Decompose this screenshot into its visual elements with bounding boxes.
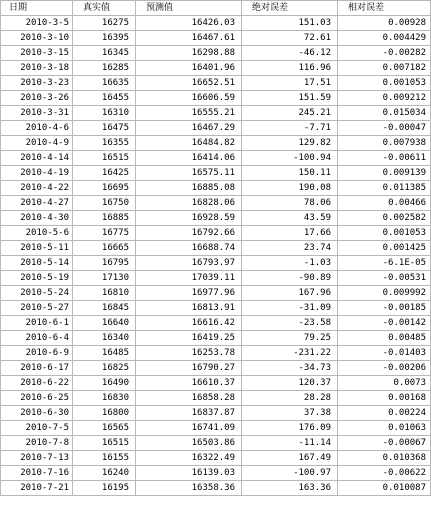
- cell-predicted[interactable]: 16610.37: [136, 376, 242, 391]
- cell-actual[interactable]: 16425: [73, 166, 136, 181]
- cell-predicted[interactable]: 16484.82: [136, 136, 242, 151]
- cell-date[interactable]: 2010-3-23: [1, 76, 73, 91]
- cell-actual[interactable]: 16195: [73, 481, 136, 496]
- cell-relative-error[interactable]: -0.00047: [338, 121, 431, 136]
- cell-actual[interactable]: 17130: [73, 271, 136, 286]
- cell-date[interactable]: 2010-5-6: [1, 226, 73, 241]
- table-row: [1, 46, 431, 61]
- table-row: [1, 421, 431, 436]
- cell-relative-error[interactable]: 0.009139: [338, 166, 431, 181]
- cell-actual[interactable]: 16800: [73, 406, 136, 421]
- cell-absolute-error[interactable]: -23.58: [242, 316, 338, 331]
- cell-date[interactable]: 2010-3-18: [1, 61, 73, 76]
- cell-actual[interactable]: 16695: [73, 181, 136, 196]
- cell-relative-error[interactable]: -0.00282: [338, 46, 431, 61]
- cell-predicted[interactable]: 16792.66: [136, 226, 242, 241]
- cell-relative-error[interactable]: 0.0073: [338, 376, 431, 391]
- cell-actual[interactable]: 16885: [73, 211, 136, 226]
- cell-date[interactable]: 2010-4-30: [1, 211, 73, 226]
- table-row: [1, 136, 431, 151]
- cell-date[interactable]: 2010-5-19: [1, 271, 73, 286]
- cell-predicted[interactable]: 16885.08: [136, 181, 242, 196]
- cell-absolute-error[interactable]: 167.96: [242, 286, 338, 301]
- cell-relative-error[interactable]: -0.00067: [338, 436, 431, 451]
- table-row: [1, 286, 431, 301]
- cell-relative-error[interactable]: 0.00466: [338, 196, 431, 211]
- header-cell-date[interactable]: 日期: [1, 1, 73, 16]
- cell-predicted[interactable]: 16606.59: [136, 91, 242, 106]
- cell-predicted[interactable]: 16858.28: [136, 391, 242, 406]
- cell-relative-error[interactable]: -0.00622: [338, 466, 431, 481]
- cell-actual[interactable]: 16275: [73, 16, 136, 31]
- cell-relative-error[interactable]: 0.01063: [338, 421, 431, 436]
- cell-date[interactable]: 2010-7-13: [1, 451, 73, 466]
- cell-relative-error[interactable]: -0.01403: [338, 346, 431, 361]
- cell-absolute-error[interactable]: 163.36: [242, 481, 338, 496]
- cell-absolute-error[interactable]: 43.59: [242, 211, 338, 226]
- cell-predicted[interactable]: 16688.74: [136, 241, 242, 256]
- cell-predicted[interactable]: 16555.21: [136, 106, 242, 121]
- cell-date[interactable]: 2010-4-14: [1, 151, 73, 166]
- table-row: [1, 106, 431, 121]
- cell-predicted[interactable]: 16467.29: [136, 121, 242, 136]
- cell-relative-error[interactable]: 0.007938: [338, 136, 431, 151]
- table-row: [1, 376, 431, 391]
- cell-actual[interactable]: 16340: [73, 331, 136, 346]
- cell-predicted[interactable]: 16253.78: [136, 346, 242, 361]
- cell-predicted[interactable]: 16503.86: [136, 436, 242, 451]
- cell-actual[interactable]: 16475: [73, 121, 136, 136]
- table-row: [1, 76, 431, 91]
- cell-absolute-error[interactable]: 79.25: [242, 331, 338, 346]
- table-row: [1, 406, 431, 421]
- cell-date[interactable]: 2010-3-31: [1, 106, 73, 121]
- table-row: [1, 211, 431, 226]
- cell-actual[interactable]: 16455: [73, 91, 136, 106]
- cell-predicted[interactable]: 16426.03: [136, 16, 242, 31]
- cell-absolute-error[interactable]: 190.08: [242, 181, 338, 196]
- cell-relative-error[interactable]: 0.00168: [338, 391, 431, 406]
- cell-relative-error[interactable]: 0.00485: [338, 331, 431, 346]
- cell-relative-error[interactable]: 0.002582: [338, 211, 431, 226]
- cell-absolute-error[interactable]: 167.49: [242, 451, 338, 466]
- cell-predicted[interactable]: 16793.97: [136, 256, 242, 271]
- cell-date[interactable]: 2010-7-16: [1, 466, 73, 481]
- cell-predicted[interactable]: 16358.36: [136, 481, 242, 496]
- cell-absolute-error[interactable]: -46.12: [242, 46, 338, 61]
- cell-relative-error[interactable]: 0.001053: [338, 226, 431, 241]
- cell-predicted[interactable]: 16928.59: [136, 211, 242, 226]
- cell-date[interactable]: 2010-6-9: [1, 346, 73, 361]
- cell-absolute-error[interactable]: 17.51: [242, 76, 338, 91]
- cell-relative-error[interactable]: 0.009212: [338, 91, 431, 106]
- cell-absolute-error[interactable]: -7.71: [242, 121, 338, 136]
- table-row: [1, 91, 431, 106]
- cell-date[interactable]: 2010-5-24: [1, 286, 73, 301]
- cell-predicted[interactable]: 16419.25: [136, 331, 242, 346]
- cell-relative-error[interactable]: 0.001053: [338, 76, 431, 91]
- table-row: [1, 31, 431, 46]
- cell-actual[interactable]: 16830: [73, 391, 136, 406]
- cell-actual[interactable]: 16825: [73, 361, 136, 376]
- cell-relative-error[interactable]: 0.010087: [338, 481, 431, 496]
- header-cell-absolute-error[interactable]: 绝对误差: [242, 1, 338, 16]
- cell-actual[interactable]: 16515: [73, 151, 136, 166]
- table-row: [1, 391, 431, 406]
- cell-actual[interactable]: 16355: [73, 136, 136, 151]
- cell-predicted[interactable]: 16139.03: [136, 466, 242, 481]
- table-row: [1, 436, 431, 451]
- table-row: [1, 451, 431, 466]
- cell-absolute-error[interactable]: -100.97: [242, 466, 338, 481]
- table-row: [1, 256, 431, 271]
- cell-actual[interactable]: 16515: [73, 436, 136, 451]
- cell-date[interactable]: 2010-7-5: [1, 421, 73, 436]
- cell-date[interactable]: 2010-6-1: [1, 316, 73, 331]
- cell-actual[interactable]: 16395: [73, 31, 136, 46]
- table-row: [1, 166, 431, 181]
- cell-relative-error[interactable]: -0.00206: [338, 361, 431, 376]
- cell-actual[interactable]: 16485: [73, 346, 136, 361]
- cell-date[interactable]: 2010-3-5: [1, 16, 73, 31]
- cell-absolute-error[interactable]: 151.59: [242, 91, 338, 106]
- cell-actual[interactable]: 16285: [73, 61, 136, 76]
- cell-date[interactable]: 2010-3-15: [1, 46, 73, 61]
- header-cell-relative-error[interactable]: 相对误差: [338, 1, 431, 16]
- cell-relative-error[interactable]: 0.004429: [338, 31, 431, 46]
- cell-absolute-error[interactable]: 28.28: [242, 391, 338, 406]
- cell-absolute-error[interactable]: 150.11: [242, 166, 338, 181]
- cell-date[interactable]: 2010-3-26: [1, 91, 73, 106]
- cell-absolute-error[interactable]: -31.09: [242, 301, 338, 316]
- cell-actual[interactable]: 16310: [73, 106, 136, 121]
- cell-absolute-error[interactable]: 116.96: [242, 61, 338, 76]
- cell-actual[interactable]: 16345: [73, 46, 136, 61]
- table-row: [1, 361, 431, 376]
- cell-absolute-error[interactable]: -231.22: [242, 346, 338, 361]
- cell-relative-error[interactable]: -0.00531: [338, 271, 431, 286]
- cell-relative-error[interactable]: 0.009992: [338, 286, 431, 301]
- cell-predicted[interactable]: 16977.96: [136, 286, 242, 301]
- table-body: [1, 1, 431, 496]
- header-row: [1, 1, 431, 16]
- cell-date[interactable]: 2010-3-10: [1, 31, 73, 46]
- cell-actual[interactable]: 16640: [73, 316, 136, 331]
- cell-predicted[interactable]: 16322.49: [136, 451, 242, 466]
- cell-actual[interactable]: 16635: [73, 76, 136, 91]
- cell-date[interactable]: 2010-4-9: [1, 136, 73, 151]
- cell-actual[interactable]: 16490: [73, 376, 136, 391]
- cell-absolute-error[interactable]: -90.89: [242, 271, 338, 286]
- table-row: [1, 301, 431, 316]
- table-row: [1, 316, 431, 331]
- cell-actual[interactable]: 16155: [73, 451, 136, 466]
- table-row: [1, 121, 431, 136]
- cell-relative-error[interactable]: 0.010368: [338, 451, 431, 466]
- cell-date[interactable]: 2010-5-27: [1, 301, 73, 316]
- table-row: [1, 61, 431, 76]
- cell-date[interactable]: 2010-6-30: [1, 406, 73, 421]
- table-row: [1, 271, 431, 286]
- cell-date[interactable]: 2010-5-11: [1, 241, 73, 256]
- cell-predicted[interactable]: 16298.88: [136, 46, 242, 61]
- cell-absolute-error[interactable]: -11.14: [242, 436, 338, 451]
- table-row: [1, 151, 431, 166]
- cell-predicted[interactable]: 16414.06: [136, 151, 242, 166]
- header-cell-predicted[interactable]: 预测值: [136, 1, 242, 16]
- table-row: [1, 481, 431, 496]
- cell-actual[interactable]: 16845: [73, 301, 136, 316]
- cell-relative-error[interactable]: 0.007182: [338, 61, 431, 76]
- cell-predicted[interactable]: 16652.51: [136, 76, 242, 91]
- table-row: [1, 226, 431, 241]
- cell-relative-error[interactable]: 0.011385: [338, 181, 431, 196]
- table-row: [1, 181, 431, 196]
- cell-absolute-error[interactable]: 78.06: [242, 196, 338, 211]
- table-row: [1, 346, 431, 361]
- cell-absolute-error[interactable]: 176.09: [242, 421, 338, 436]
- cell-absolute-error[interactable]: 23.74: [242, 241, 338, 256]
- cell-absolute-error[interactable]: -100.94: [242, 151, 338, 166]
- table-row: [1, 196, 431, 211]
- cell-predicted[interactable]: 16401.96: [136, 61, 242, 76]
- cell-predicted[interactable]: 16575.11: [136, 166, 242, 181]
- cell-date[interactable]: 2010-4-22: [1, 181, 73, 196]
- cell-date[interactable]: 2010-6-25: [1, 391, 73, 406]
- cell-date[interactable]: 2010-4-27: [1, 196, 73, 211]
- cell-absolute-error[interactable]: -34.73: [242, 361, 338, 376]
- cell-predicted[interactable]: 16741.09: [136, 421, 242, 436]
- cell-date[interactable]: 2010-4-19: [1, 166, 73, 181]
- cell-date[interactable]: 2010-6-4: [1, 331, 73, 346]
- cell-date[interactable]: 2010-7-21: [1, 481, 73, 496]
- cell-predicted[interactable]: 16616.42: [136, 316, 242, 331]
- cell-absolute-error[interactable]: 37.38: [242, 406, 338, 421]
- cell-actual[interactable]: 16775: [73, 226, 136, 241]
- cell-date[interactable]: 2010-6-17: [1, 361, 73, 376]
- cell-absolute-error[interactable]: 245.21: [242, 106, 338, 121]
- cell-absolute-error[interactable]: 17.66: [242, 226, 338, 241]
- cell-absolute-error[interactable]: 129.82: [242, 136, 338, 151]
- cell-date[interactable]: 2010-4-6: [1, 121, 73, 136]
- cell-date[interactable]: 2010-6-22: [1, 376, 73, 391]
- cell-absolute-error[interactable]: -1.03: [242, 256, 338, 271]
- cell-predicted[interactable]: 16790.27: [136, 361, 242, 376]
- cell-relative-error[interactable]: 0.015034: [338, 106, 431, 121]
- cell-actual[interactable]: 16665: [73, 241, 136, 256]
- cell-actual[interactable]: 16240: [73, 466, 136, 481]
- cell-relative-error[interactable]: -0.00142: [338, 316, 431, 331]
- cell-date[interactable]: 2010-5-14: [1, 256, 73, 271]
- cell-predicted[interactable]: 16467.61: [136, 31, 242, 46]
- cell-predicted[interactable]: 16828.06: [136, 196, 242, 211]
- cell-absolute-error[interactable]: 151.03: [242, 16, 338, 31]
- cell-absolute-error[interactable]: 120.37: [242, 376, 338, 391]
- table-row: [1, 466, 431, 481]
- table-row: [1, 241, 431, 256]
- cell-relative-error[interactable]: -0.00611: [338, 151, 431, 166]
- table-row: [1, 16, 431, 31]
- cell-predicted[interactable]: 16813.91: [136, 301, 242, 316]
- cell-actual[interactable]: 16795: [73, 256, 136, 271]
- cell-actual[interactable]: 16565: [73, 421, 136, 436]
- header-cell-actual[interactable]: 真实值: [73, 1, 136, 16]
- cell-actual[interactable]: 16810: [73, 286, 136, 301]
- cell-actual[interactable]: 16750: [73, 196, 136, 211]
- cell-date[interactable]: 2010-7-8: [1, 436, 73, 451]
- cell-relative-error[interactable]: 0.00224: [338, 406, 431, 421]
- cell-predicted[interactable]: 16837.87: [136, 406, 242, 421]
- cell-predicted[interactable]: 17039.11: [136, 271, 242, 286]
- cell-relative-error[interactable]: -0.00185: [338, 301, 431, 316]
- cell-absolute-error[interactable]: 72.61: [242, 31, 338, 46]
- cell-relative-error[interactable]: 0.001425: [338, 241, 431, 256]
- cell-relative-error[interactable]: 0.00928: [338, 16, 431, 31]
- cell-relative-error[interactable]: -6.1E-05: [338, 256, 431, 271]
- table-row: [1, 331, 431, 346]
